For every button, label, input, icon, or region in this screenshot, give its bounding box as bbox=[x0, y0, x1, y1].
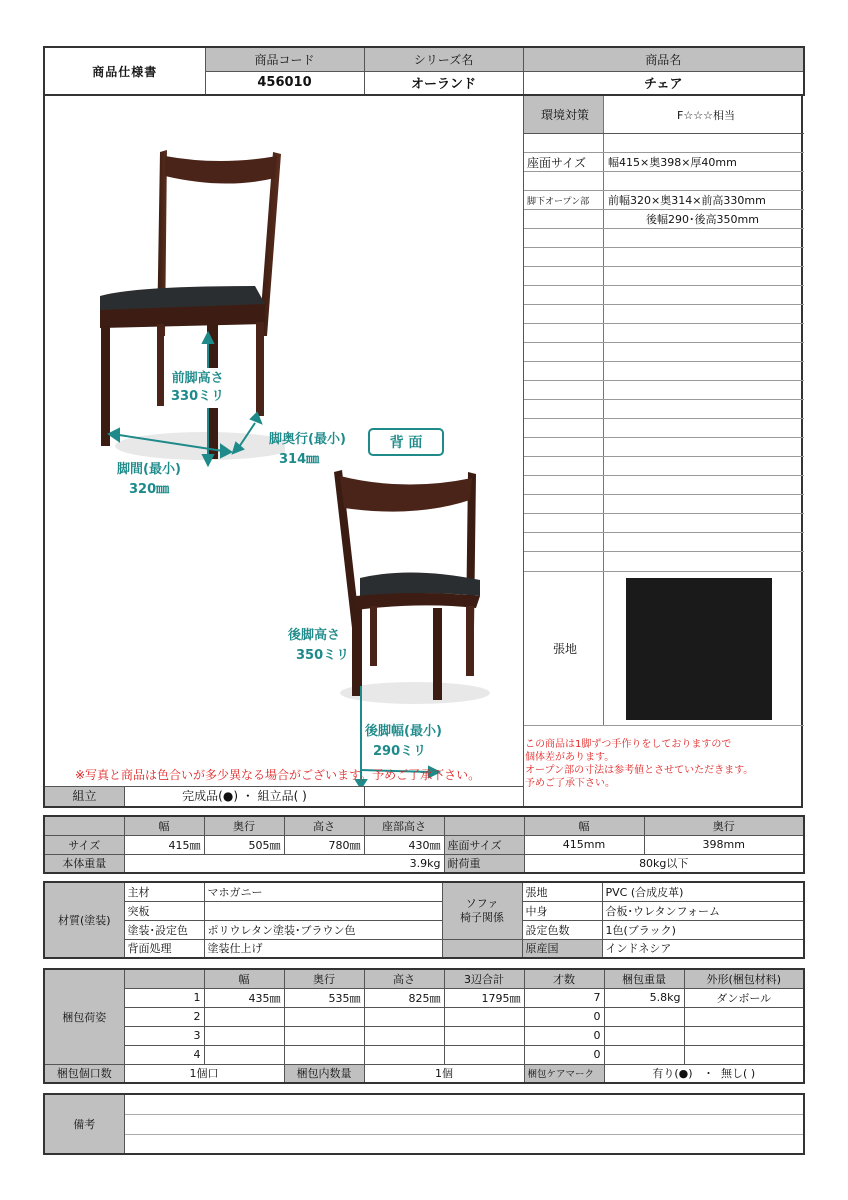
filling-label: 中身 bbox=[522, 901, 602, 920]
rear-leg-width-label: 後脚幅(最小) bbox=[365, 724, 442, 739]
handmade-note bbox=[525, 738, 803, 790]
quantity-label: 梱包内数量 bbox=[284, 1064, 364, 1083]
leg-width-callout bbox=[117, 460, 181, 500]
filling-value: 合板･ウレタンフォーム bbox=[602, 901, 804, 920]
product-name-value: チェア bbox=[523, 71, 804, 95]
finish-color-label: 塗装･設定色 bbox=[124, 920, 204, 939]
back-view-badge: 背 面 bbox=[368, 428, 444, 456]
remarks-line[interactable] bbox=[124, 1114, 804, 1134]
back-finish-label: 背面処理 bbox=[124, 939, 204, 958]
finish-color-value: ポリウレタン塗装･ブラウン色 bbox=[204, 920, 442, 939]
quantity-value: 1個 bbox=[364, 1064, 524, 1083]
remarks-table bbox=[43, 1093, 805, 1155]
assembly-row bbox=[45, 786, 523, 806]
note-line: この商品は1脚ずつ手作りをしておりますので bbox=[525, 739, 732, 750]
product-photo-area bbox=[45, 96, 523, 786]
size-label: サイズ bbox=[44, 835, 124, 854]
series-name-value: オーランド bbox=[364, 71, 523, 95]
leg-width-value: 320㎜ bbox=[129, 482, 170, 497]
leg-depth-callout bbox=[269, 430, 346, 470]
size-depth-value: 505㎜ bbox=[204, 835, 284, 854]
assembly-value: 完成品(●) ・ 組立品( ) bbox=[125, 787, 365, 806]
env-label: 環境対策 bbox=[524, 96, 604, 133]
material-group-label: 材質(塗装) bbox=[44, 882, 124, 958]
leg-depth-value: 314㎜ bbox=[279, 452, 320, 467]
open-space-value-1: 前幅320×奥314×前高330mm bbox=[608, 194, 766, 207]
note-line: オープン部の寸法は参考値とさせていただきます。 bbox=[525, 765, 754, 776]
packing-header-width: 幅 bbox=[204, 969, 284, 988]
packing-header-sai: 才数 bbox=[524, 969, 604, 988]
pieces-value: 1個口 bbox=[124, 1064, 284, 1083]
assembly-label: 組立 bbox=[45, 787, 125, 806]
care-mark-value: 有り(●) ・ 無し( ) bbox=[604, 1064, 804, 1083]
seat-size-row bbox=[524, 153, 804, 172]
rear-leg-height-label: 後脚高さ bbox=[288, 628, 341, 643]
note-line: 予めご了承下さい。 bbox=[525, 778, 615, 789]
veneer-label: 突板 bbox=[124, 901, 204, 920]
fabric-label: 張地 bbox=[524, 572, 604, 725]
open-space-row bbox=[524, 191, 804, 210]
fabric-swatch bbox=[626, 578, 772, 720]
fabric-row bbox=[524, 572, 804, 726]
rear-leg-width-callout bbox=[365, 722, 442, 762]
load-capacity-value: 80kg以下 bbox=[524, 854, 804, 873]
material-main-value: マホガニー bbox=[204, 882, 442, 901]
packing-header-height: 高さ bbox=[364, 969, 444, 988]
size-header-blank bbox=[44, 816, 124, 835]
pieces-label: 梱包個口数 bbox=[44, 1064, 124, 1083]
rear-leg-height-value: 350ミリ bbox=[296, 648, 350, 663]
packing-header-sum: 3辺合計 bbox=[444, 969, 524, 988]
packing-row: 2 0 bbox=[44, 1007, 804, 1026]
sofa-chair-group-label: ソファ 椅子関係 bbox=[442, 882, 522, 939]
front-leg-height-label: 前脚高さ bbox=[171, 371, 224, 386]
size-header-blank-2 bbox=[444, 816, 524, 835]
document-title: 商品仕様書 bbox=[44, 47, 205, 95]
size-width-value: 415㎜ bbox=[124, 835, 204, 854]
care-mark-label: 梱包ケアマーク bbox=[524, 1064, 604, 1083]
spec-side-panel bbox=[523, 96, 803, 806]
seat-size-label: 座面サイズ bbox=[524, 153, 604, 171]
packing-group-label: 梱包荷姿 bbox=[44, 969, 124, 1064]
color-count-label: 設定色数 bbox=[522, 920, 602, 939]
size-header-width: 幅 bbox=[124, 816, 204, 835]
packing-header-weight: 梱包重量 bbox=[604, 969, 684, 988]
rear-leg-width-value: 290ミリ bbox=[373, 744, 427, 759]
packing-header-depth: 奥行 bbox=[284, 969, 364, 988]
leg-width-label: 脚間(最小) bbox=[117, 462, 181, 477]
seat-width-value: 415mm bbox=[524, 835, 644, 854]
material-table bbox=[43, 881, 805, 959]
color-count-value: 1色(ブラック) bbox=[602, 920, 804, 939]
size-header-height: 高さ bbox=[284, 816, 364, 835]
main-spec-block bbox=[43, 96, 803, 808]
back-finish-value: 塗装仕上げ bbox=[204, 939, 442, 958]
remarks-label: 備考 bbox=[44, 1094, 124, 1154]
size-header-depth: 奥行 bbox=[204, 816, 284, 835]
photo-color-disclaimer: ※写真と商品は色合いが多少異なる場合がございます。予めご了承下さい。 bbox=[75, 768, 481, 782]
front-leg-height-callout bbox=[167, 368, 228, 408]
origin-label: 原産国 bbox=[522, 939, 602, 958]
packing-row: 1 435㎜ 535㎜ 825㎜ 1795㎜ 7 5.8kg ダンボール bbox=[44, 988, 804, 1007]
body-weight-value: 3.9kg bbox=[124, 854, 444, 873]
env-row bbox=[524, 96, 804, 134]
product-name-label: 商品名 bbox=[523, 47, 804, 71]
size-height-value: 780㎜ bbox=[284, 835, 364, 854]
series-name-label: シリーズ名 bbox=[364, 47, 523, 71]
upholstery-value: PVC (合成皮革) bbox=[602, 882, 804, 901]
upholstery-label: 張地 bbox=[522, 882, 602, 901]
remarks-line[interactable] bbox=[124, 1134, 804, 1154]
size-header-seat-height: 座部高さ bbox=[364, 816, 444, 835]
open-space-label: 脚下オープン部 bbox=[524, 191, 604, 209]
leg-depth-label: 脚奥行(最小) bbox=[269, 432, 346, 447]
chair-back-image bbox=[330, 468, 490, 708]
header-table bbox=[43, 46, 805, 96]
seat-size-value: 幅415×奥398×厚40mm bbox=[608, 156, 737, 169]
product-code-value: 456010 bbox=[205, 71, 364, 95]
packing-header-material: 外形(梱包材料) bbox=[684, 969, 804, 988]
packing-table bbox=[43, 968, 805, 1084]
packing-row: 4 0 bbox=[44, 1045, 804, 1064]
packing-row: 3 0 bbox=[44, 1026, 804, 1045]
seat-size-label: 座面サイズ bbox=[444, 835, 524, 854]
load-capacity-label: 耐荷重 bbox=[444, 854, 524, 873]
front-leg-height-value: 330ミリ bbox=[171, 389, 225, 404]
blank-gray-cell bbox=[442, 939, 522, 958]
body-weight-label: 本体重量 bbox=[44, 854, 124, 873]
material-main-label: 主材 bbox=[124, 882, 204, 901]
seat-header-width: 幅 bbox=[524, 816, 644, 835]
product-code-label: 商品コード bbox=[205, 47, 364, 71]
packing-header-no bbox=[124, 969, 204, 988]
note-line: 個体差があります。 bbox=[525, 752, 615, 763]
rear-leg-height-callout bbox=[288, 626, 349, 666]
seat-header-depth: 奥行 bbox=[644, 816, 804, 835]
open-space-value-2: 後幅290･後高350mm bbox=[646, 213, 759, 226]
origin-value: インドネシア bbox=[602, 939, 804, 958]
size-table bbox=[43, 815, 805, 874]
env-value: F☆☆☆相当 bbox=[677, 108, 735, 122]
veneer-value bbox=[204, 901, 442, 920]
remarks-line[interactable] bbox=[124, 1094, 804, 1114]
seat-depth-value: 398mm bbox=[644, 835, 804, 854]
size-seat-height-value: 430㎜ bbox=[364, 835, 444, 854]
